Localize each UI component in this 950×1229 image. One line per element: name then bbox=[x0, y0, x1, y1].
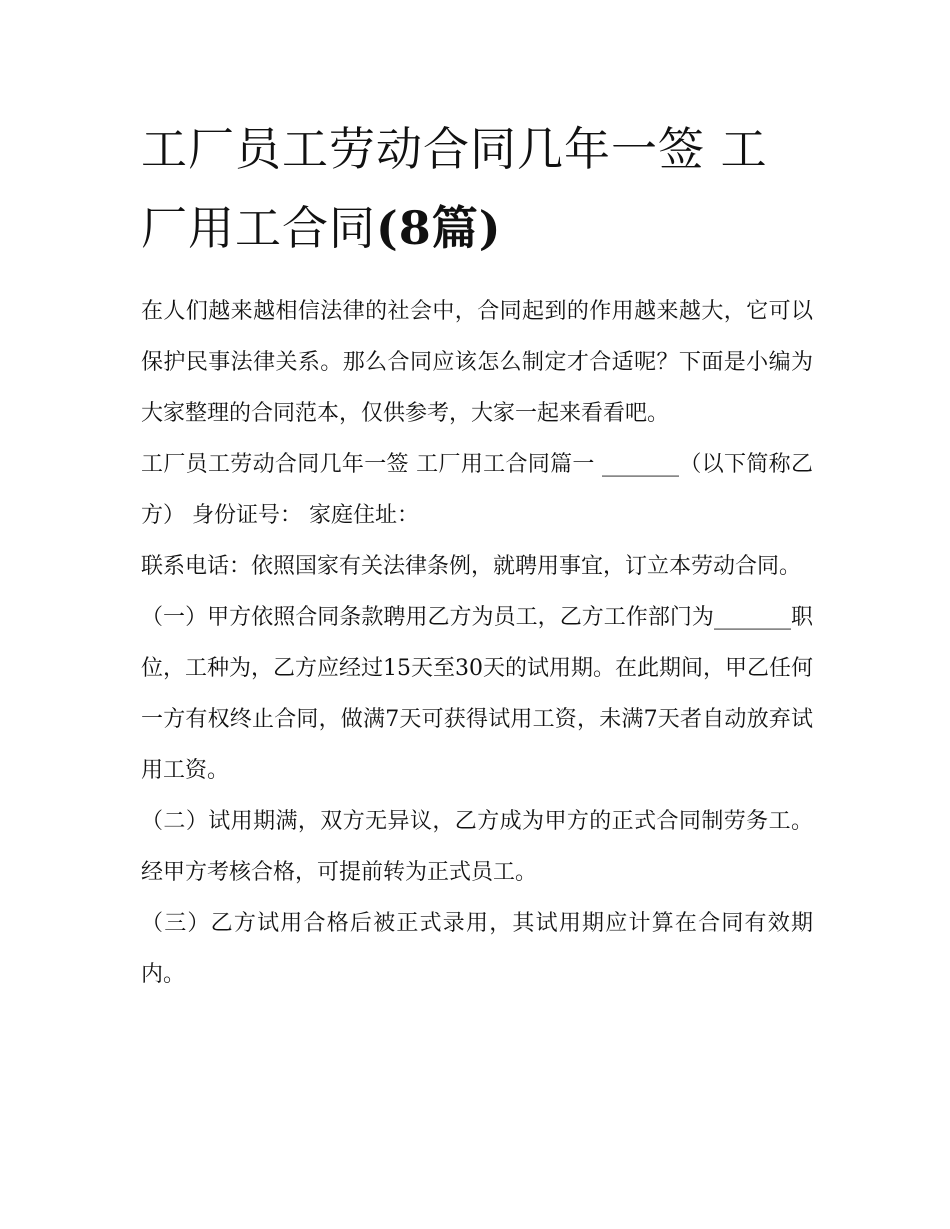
clause-2-paragraph: （二）试用期满，双方无异议，乙方成为甲方的正式合同制劳务工。经甲方考核合格，可提前转为正式员工。 bbox=[141, 809, 813, 885]
document-title-text: 工厂员工劳动合同几年一签 工厂用工合同 bbox=[141, 122, 768, 255]
document-page bbox=[141, 110, 813, 1000]
contact-paragraph: 联系电话：依照国家有关法律条例，就聘用事宜，订立本劳动合同。 bbox=[141, 554, 802, 579]
document-title-count: (8篇) bbox=[376, 201, 502, 255]
clause-3-paragraph: （三）乙方试用合格后被正式录用，其试用期应计算在合同有效期内。 bbox=[141, 911, 813, 987]
document-body bbox=[141, 286, 813, 1000]
clause-1-paragraph: （一）甲方依照合同条款聘用乙方为员工，乙方工作部门为_______职位，工种为，乙方应经过15天至30天的试用期。在此期间，甲乙任何一方有权终止合同，做满7天可获得试用工资，未满7天者自动放弃试用工资。 bbox=[141, 605, 813, 783]
section-heading-paragraph: 工厂员工劳动合同几年一签 工厂用工合同篇一 _______（以下简称乙方） 身份证号： 家庭住址： bbox=[141, 452, 813, 528]
document-title bbox=[141, 110, 813, 268]
intro-paragraph: 在人们越来越相信法律的社会中，合同起到的作用越来越大，它可以保护民事法律关系。那么合同应该怎么制定才合适呢？下面是小编为大家整理的合同范本，仅供参考，大家一起来看看吧。 bbox=[141, 299, 813, 426]
